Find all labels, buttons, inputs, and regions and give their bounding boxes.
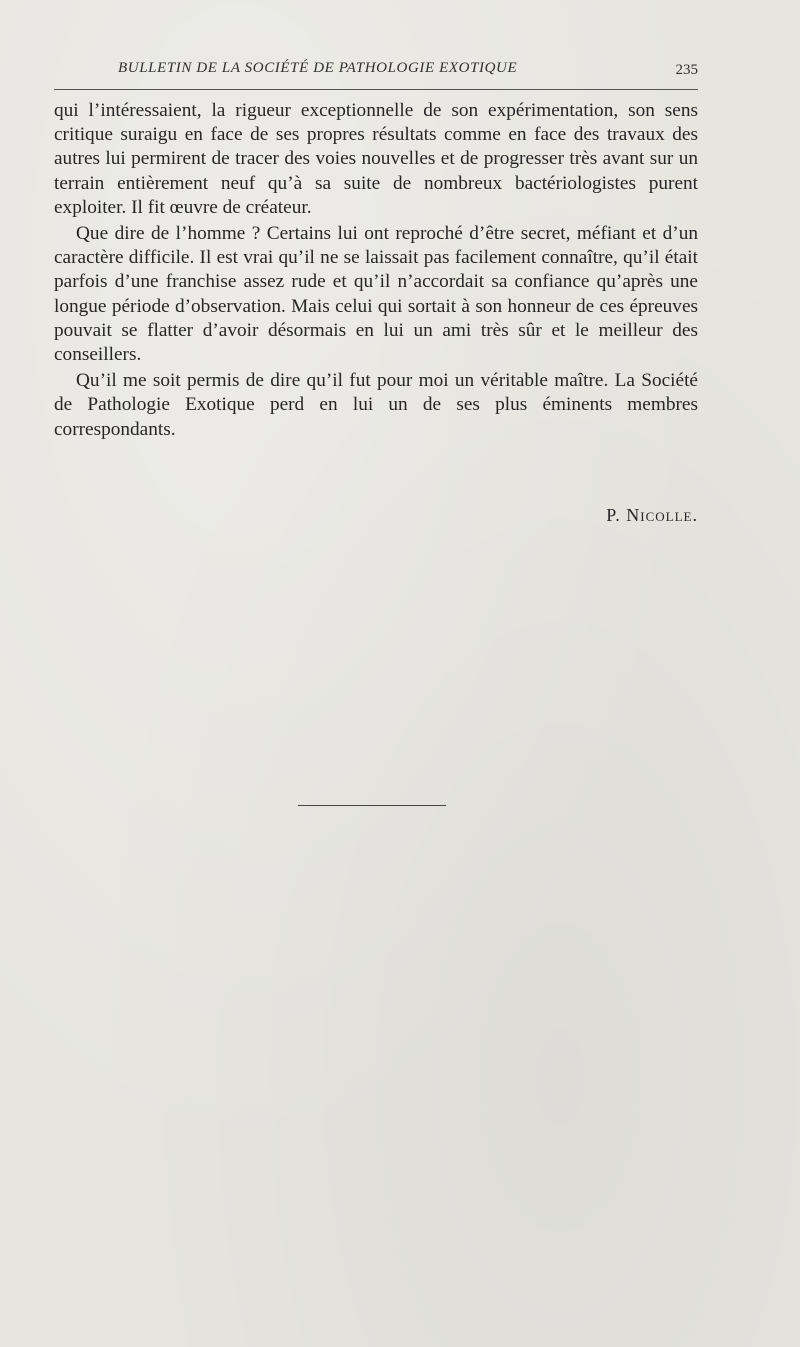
running-title: BULLETIN DE LA SOCIÉTÉ DE PATHOLOGIE EXOTIQUE bbox=[118, 60, 518, 76]
paragraph-3: Qu’il me soit permis de dire qu’il fut pour moi un véritable maître. La Société de Pathologie Exotique perd en lui un de ses plus éminents membres correspondants. bbox=[54, 370, 698, 440]
author-signature bbox=[606, 505, 698, 526]
article-body bbox=[54, 99, 698, 444]
end-of-article-rule bbox=[298, 805, 446, 806]
header-rule bbox=[54, 89, 698, 90]
page-header bbox=[54, 58, 698, 84]
paragraph-1: qui l’intéressaient, la rigueur exceptionnelle de son expérimentation, son sens critique suraigu en face de ses propres résultats comme en face des travaux des autres lui permirent de tracer des voies nouvelles et de progresser très avant sur un terrain entièrement neuf qu’à sa suite de nombreux bactériologistes purent exploiter. Il fit œuvre de créateur. bbox=[54, 100, 698, 218]
author-initial: P. bbox=[606, 505, 621, 525]
paragraph-2: Que dire de l’homme ? Certains lui ont reproché d’être secret, méfiant et d’un caractère difficile. Il est vrai qu’il ne se laissait pas facilement connaître, qu’il était parfois d’une franchise assez rude et qu’il n’accordait sa confiance qu’après une longue période d’observation. Mais celui qui sortait à son honneur de ces épreuves pouvait se flatter d’avoir désormais en lui un ami très sûr et le meilleur des conseillers. bbox=[54, 223, 698, 366]
page-number: 235 bbox=[675, 62, 698, 78]
author-name: Nicolle. bbox=[626, 505, 698, 525]
